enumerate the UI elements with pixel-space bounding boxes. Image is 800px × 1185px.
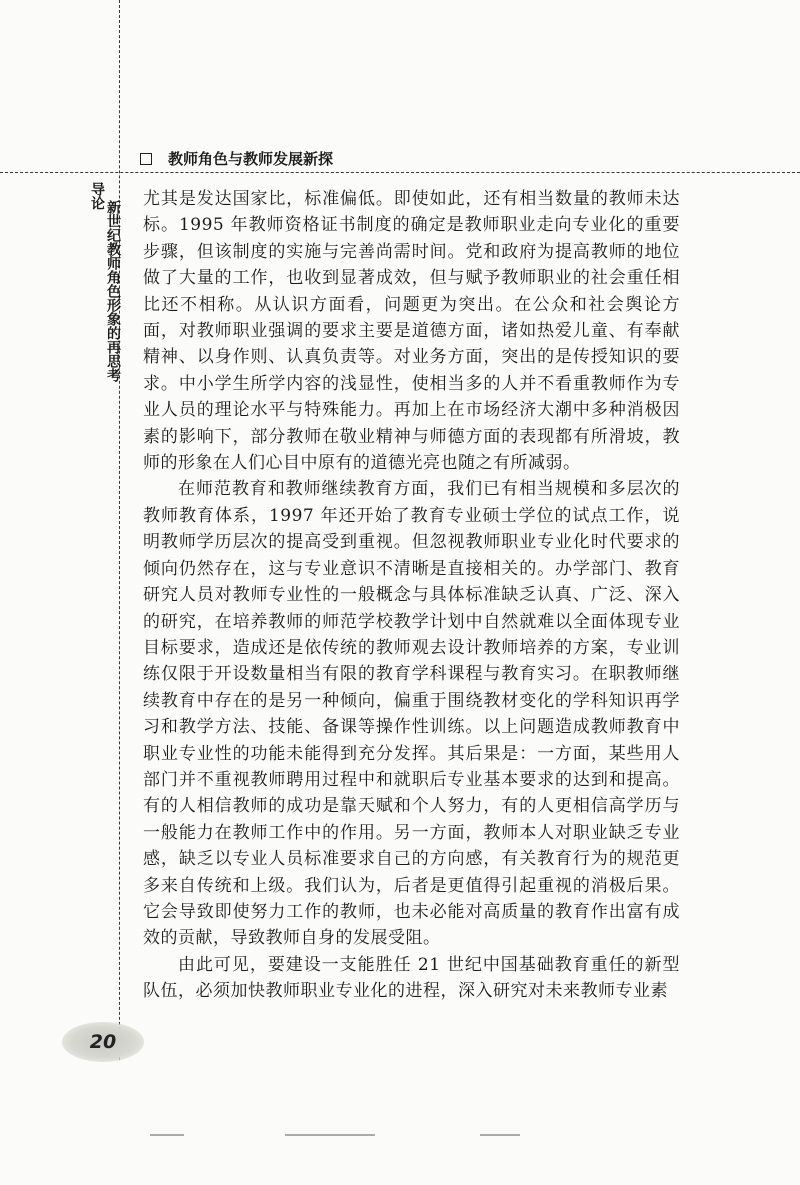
paragraph-2: 在师范教育和教师继续教育方面，我们已有相当规模和多层次的教师教育体系，1997 年还开始了教育专业硕士学位的试点工作，说明教师学历层次的提高受到重视。但忽视教师职业专业化时代要求的倾向仍然存在，这与专业意识不清晰是直接相关的。办学部门、教育研究人员对教师专业性的一般概念与具体标准缺乏认真、广泛、深入的研究，在培养教师的师范学校教学计划中自然就难以全面体现专业目标要求，造成还是依传统的教师观去设计教师培养的方案，专业训练仅限于开设数量相当有限的教育学科课程与教育实习。在职教师继续教育中存在的是另一种倾向，偏重于围绕教材变化的学科知识再学习和教学方法、技能、备课等操作性训练。以上问题造成教师教育中职业专业性的功能未能得到充分发挥。其后果是：一方面，某些用人部门并不重视教师聘用过程中和就职后专业基本要求的达到和提高。有的人相信教师的成功是靠天赋和个人努力，有的人更相信高学历与一般能力在教师工作中的作用。另一方面，教师本人对职业缺乏专业感，缺乏以专业人员标准要求自己的方向感，有关教育行为的规范更多来自传统和上级。我们认为，后者是更值得引起重视的消极后果。它会导致即使努力工作的教师，也未必能对高质量的教育作出富有成效的贡献，导致教师自身的发展受阻。 [143, 479, 680, 949]
side-tab [90, 182, 120, 382]
square-bullet-icon [140, 153, 152, 165]
scan-artifact [285, 1134, 375, 1136]
scan-artifact [480, 1134, 520, 1136]
page-number: 20 [62, 1022, 144, 1062]
scan-artifact [150, 1134, 184, 1136]
paragraph-3: 由此可见，要建设一支能胜任 21 世纪中国基础教育重任的新型队伍，必须加快教师职业专业化的进程，深入研究对未来教师专业素 [143, 954, 680, 1002]
binding-margin-line [119, 0, 120, 1060]
header-rule [0, 172, 800, 173]
running-header [140, 148, 333, 169]
paragraph-1: 尤其是发达国家比，标准偏低。即使如此，还有相当数量的教师未达标。1995 年教师资格证书制度的确定是教师职业走向专业化的重要步骤，但该制度的实施与完善尚需时间。党和政府为提高教师的地位做了大量的工作，也收到显著成效，但与赋予教师职业的社会重任相比还不相称。从认识方面看，问题更为突出。在公众和社会舆论方面，对教师职业强调的要求主要是道德方面，诸如热爱儿童、有奉献精神、以身作则、认真负责等。对业务方面，突出的是传授知识的要求。中小学生所学内容的浅显性，使相当多的人并不看重教师作为专业人员的理论水平与特殊能力。再加上在市场经济大潮中多种消极因素的影响下，部分教师在敬业精神与师德方面的表现都有所滑坡，教师的形象在人们心目中原有的道德光亮也随之有所减弱。 [143, 189, 680, 474]
book-title: 教师角色与教师发展新探 [168, 150, 334, 168]
chapter-label: 导论 [89, 182, 105, 210]
body-text [143, 186, 680, 1005]
chapter-subtitle: 新世纪教师角色形象的再思考 [105, 200, 121, 382]
